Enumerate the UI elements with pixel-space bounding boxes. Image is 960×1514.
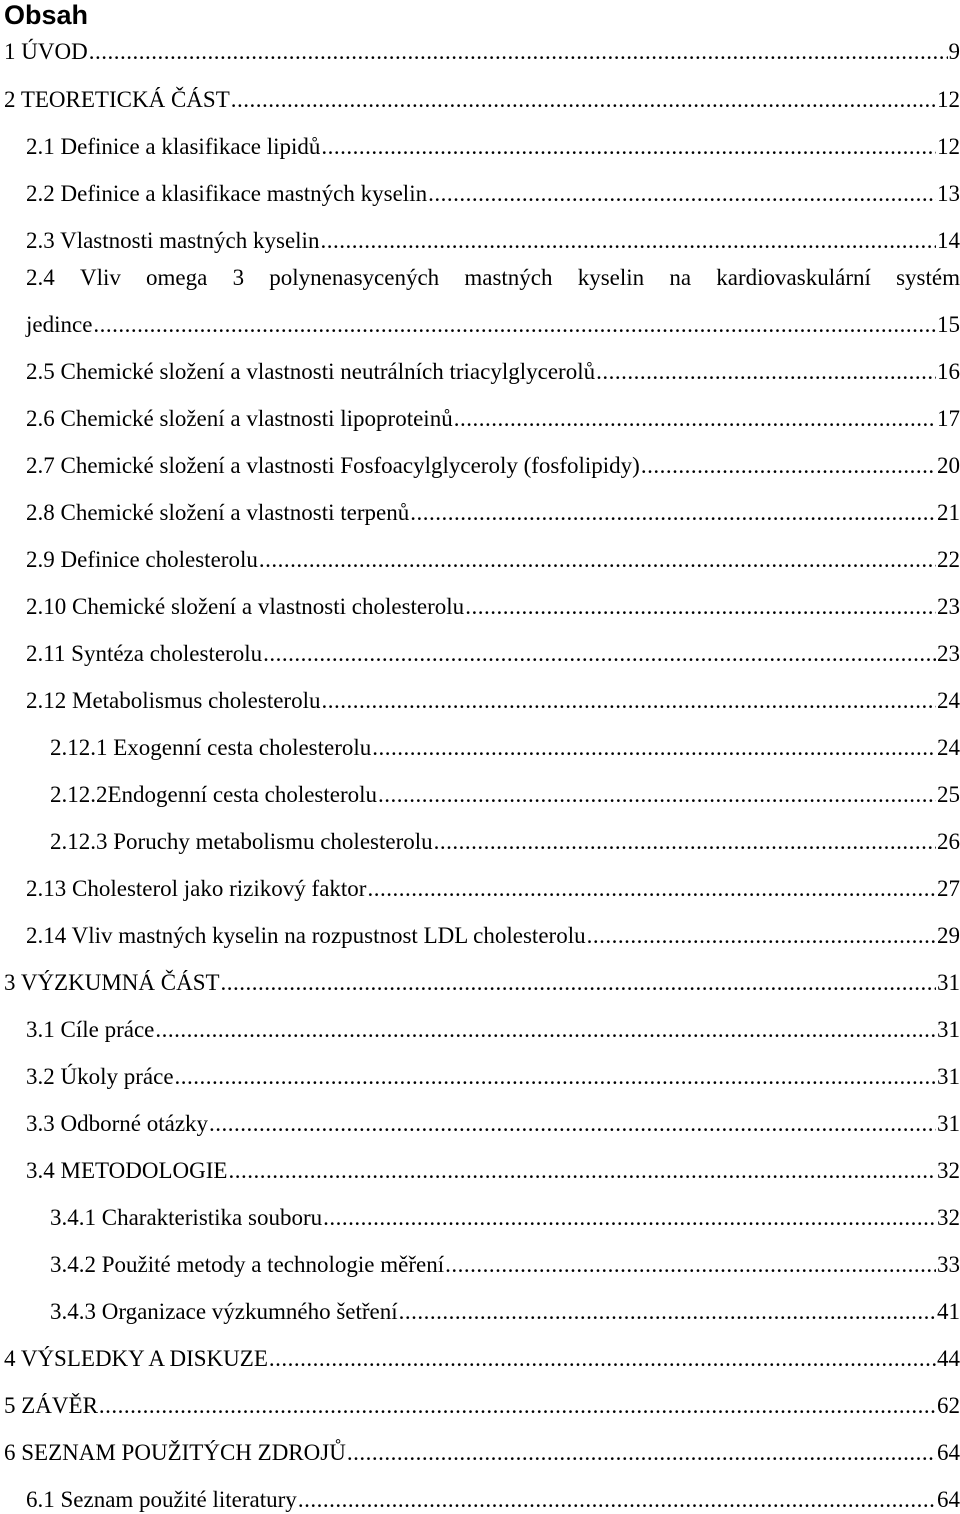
toc-entry-page-number: 12	[937, 134, 960, 159]
toc-entry-page-number: 64	[937, 1440, 960, 1465]
dot-leader	[231, 86, 936, 114]
toc-entry-page-number: 31	[937, 1017, 960, 1042]
toc-entry[interactable]	[26, 687, 960, 715]
toc-entry-page-number: 17	[937, 406, 960, 431]
toc-entry-page-number: 12	[937, 87, 960, 112]
toc-entry-page-number: 24	[937, 735, 960, 760]
toc-entry-page-number: 31	[937, 970, 960, 995]
toc-entry-label: 2.7 Chemické složení a vlastnosti Fosfoacylglyceroly (fosfolipidy)	[26, 453, 640, 478]
toc-entry-label: 2.12.1 Exogenní cesta cholesterolu	[50, 735, 372, 760]
toc-entry-page-number: 9	[948, 39, 960, 64]
dot-leader	[99, 1392, 936, 1420]
toc-entry-label: 3.4.3 Organizace výzkumného šetření	[50, 1299, 398, 1324]
toc-entry-label: 4 VÝSLEDKY A DISKUZE	[4, 1346, 268, 1371]
toc-entry[interactable]	[50, 781, 960, 809]
toc-entry-page-number: 23	[937, 641, 960, 666]
toc-entry[interactable]	[26, 1110, 960, 1138]
toc-entry-page-number: 14	[937, 228, 960, 253]
toc-entry-label: jedince	[26, 312, 93, 337]
toc-entry-page-number: 23	[937, 594, 960, 619]
toc-entry-line	[26, 264, 960, 292]
toc-entry[interactable]	[4, 1439, 960, 1467]
toc-entry[interactable]	[26, 133, 960, 161]
dot-leader	[347, 1439, 936, 1467]
toc-entry-page-number: 22	[937, 547, 960, 572]
toc-entry-page-number: 27	[937, 876, 960, 901]
toc-entry[interactable]	[50, 1204, 960, 1232]
toc-entry-label: 3.4.1 Charakteristika souboru	[50, 1205, 323, 1230]
toc-entry[interactable]	[26, 1486, 960, 1514]
toc-entry-label: 2.1 Definice a klasifikace lipidů	[26, 134, 321, 159]
toc-entry-label: 3 VÝZKUMNÁ ČÁST	[4, 970, 220, 995]
toc-entry-page-number: 62	[937, 1393, 960, 1418]
toc-entry-word: kardiovaskulární	[716, 265, 871, 290]
toc-entry-label: 2.6 Chemické složení a vlastnosti lipoproteinů	[26, 406, 453, 431]
toc-entry-page-number: 25	[937, 782, 960, 807]
toc-entry-page-number: 31	[937, 1064, 960, 1089]
toc-entry-page-number: 20	[937, 453, 960, 478]
dot-leader	[399, 1298, 936, 1326]
dot-leader	[89, 38, 948, 66]
dot-leader	[263, 640, 936, 668]
toc-entry-label: 2.5 Chemické složení a vlastnosti neutrálních triacylglycerolů	[26, 359, 596, 384]
dot-leader	[209, 1110, 936, 1138]
page-title: Obsah	[4, 0, 89, 30]
toc-entry-word: kyselin	[577, 265, 645, 290]
toc-entry[interactable]	[26, 640, 960, 668]
toc-entry-page-number: 21	[937, 500, 960, 525]
toc-entry-page-number: 64	[937, 1487, 960, 1512]
toc-entry-word: mastných	[464, 265, 553, 290]
dot-leader	[445, 1251, 936, 1279]
dot-leader	[321, 133, 936, 161]
toc-entry-label: 2.9 Definice cholesterolu	[26, 547, 258, 572]
dot-leader	[298, 1486, 936, 1514]
dot-leader	[259, 546, 936, 574]
toc-entry-page-number: 29	[937, 923, 960, 948]
toc-entry[interactable]	[26, 499, 960, 527]
toc-entry-label: 2.11 Syntéza cholesterolu	[26, 641, 263, 666]
toc-entry[interactable]	[26, 405, 960, 433]
toc-entry-label: 6 SEZNAM POUŽITÝCH ZDROJŮ	[4, 1440, 346, 1465]
dot-leader	[378, 781, 936, 809]
toc-entry-label: 2.12.3 Poruchy metabolismu cholesterolu	[50, 829, 433, 854]
toc-entry[interactable]	[50, 828, 960, 856]
toc-entry-label: 3.4.2 Použité metody a technologie měření	[50, 1252, 445, 1277]
dot-leader	[410, 499, 936, 527]
dot-leader	[434, 828, 936, 856]
toc-entry-page-number: 13	[937, 181, 960, 206]
dot-leader	[454, 405, 936, 433]
dot-leader	[221, 969, 936, 997]
toc-entry-page-number: 15	[937, 312, 960, 337]
toc-entry-label: 3.2 Úkoly práce	[26, 1064, 174, 1089]
toc-entry-label: 6.1 Seznam použité literatury	[26, 1487, 297, 1512]
toc-entry-label: 3.1 Cíle práce	[26, 1017, 155, 1042]
dot-leader	[155, 1016, 936, 1044]
toc-entry-page-number: 32	[937, 1205, 960, 1230]
dot-leader	[320, 227, 936, 255]
toc-entry[interactable]	[26, 311, 960, 339]
toc-entry-word: Vliv	[79, 265, 121, 290]
toc-entry[interactable]	[26, 593, 960, 621]
toc-entry-label: 2.8 Chemické složení a vlastnosti terpenů	[26, 500, 410, 525]
toc-entry[interactable]	[4, 969, 960, 997]
toc-entry-page-number: 26	[937, 829, 960, 854]
dot-leader	[372, 734, 936, 762]
dot-leader	[269, 1345, 936, 1373]
toc-entry-label: 2.12 Metabolismus cholesterolu	[26, 688, 321, 713]
toc-entry-label: 1 ÚVOD	[4, 39, 88, 64]
toc-entry[interactable]	[50, 1298, 960, 1326]
toc-entry-label: 3.3 Odborné otázky	[26, 1111, 209, 1136]
dot-leader	[228, 1157, 936, 1185]
toc-entry[interactable]	[26, 227, 960, 255]
toc-entry[interactable]	[26, 1063, 960, 1091]
dot-leader	[587, 922, 936, 950]
toc-entry[interactable]	[50, 734, 960, 762]
toc-entry[interactable]	[26, 358, 960, 386]
dot-leader	[428, 180, 936, 208]
toc-entry-page-number: 33	[937, 1252, 960, 1277]
toc-entry-label: 2.12.2Endogenní cesta cholesterolu	[50, 782, 378, 807]
toc-entry-label: 2.3 Vlastnosti mastných kyselin	[26, 228, 320, 253]
toc-entry[interactable]	[4, 1345, 960, 1373]
toc-entry-label: 2.2 Definice a klasifikace mastných kyselin	[26, 181, 428, 206]
toc-entry-label: 2 TEORETICKÁ ČÁST	[4, 87, 230, 112]
toc-entry[interactable]	[26, 546, 960, 574]
toc-entry[interactable]	[26, 452, 960, 480]
toc-entry[interactable]	[4, 38, 960, 66]
toc-entry-page-number: 32	[937, 1158, 960, 1183]
toc-entry[interactable]	[26, 875, 960, 903]
dot-leader	[465, 593, 936, 621]
toc-entry-label: 2.13 Cholesterol jako rizikový faktor	[26, 876, 367, 901]
toc-entry[interactable]	[4, 1392, 960, 1420]
toc-entry-page-number: 44	[937, 1346, 960, 1371]
dot-leader	[322, 687, 937, 715]
toc-entry-label: 2.14 Vliv mastných kyselin na rozpustnost LDL cholesterolu	[26, 923, 586, 948]
dot-leader	[641, 452, 936, 480]
toc-entry-word: na	[669, 265, 692, 290]
toc-entry[interactable]	[26, 180, 960, 208]
toc-entry-word: 2.4	[26, 265, 55, 290]
dot-leader	[596, 358, 936, 386]
toc-entry-page-number: 16	[937, 359, 960, 384]
toc-entry-page-number: 24	[937, 688, 960, 713]
toc-entry-label: 5 ZÁVĚR	[4, 1393, 98, 1418]
toc-entry[interactable]	[26, 1157, 960, 1185]
toc-entry-word: polynenasycených	[269, 265, 440, 290]
toc-entry-page-number: 41	[937, 1299, 960, 1324]
toc-entry-word: omega	[146, 265, 208, 290]
toc-entry-word: systém	[896, 265, 960, 290]
toc-entry[interactable]	[4, 86, 960, 114]
toc-entry-label: 2.10 Chemické složení a vlastnosti cholesterolu	[26, 594, 465, 619]
toc-entry[interactable]	[26, 1016, 960, 1044]
toc-entry-word: 3	[232, 265, 245, 290]
toc-entry-label: 3.4 METODOLOGIE	[26, 1158, 228, 1183]
toc-entry[interactable]	[50, 1251, 960, 1279]
dot-leader	[93, 311, 936, 339]
dot-leader	[323, 1204, 936, 1232]
toc-entry[interactable]	[26, 922, 960, 950]
dot-leader	[175, 1063, 936, 1091]
toc-entry-page-number: 31	[937, 1111, 960, 1136]
dot-leader	[367, 875, 936, 903]
